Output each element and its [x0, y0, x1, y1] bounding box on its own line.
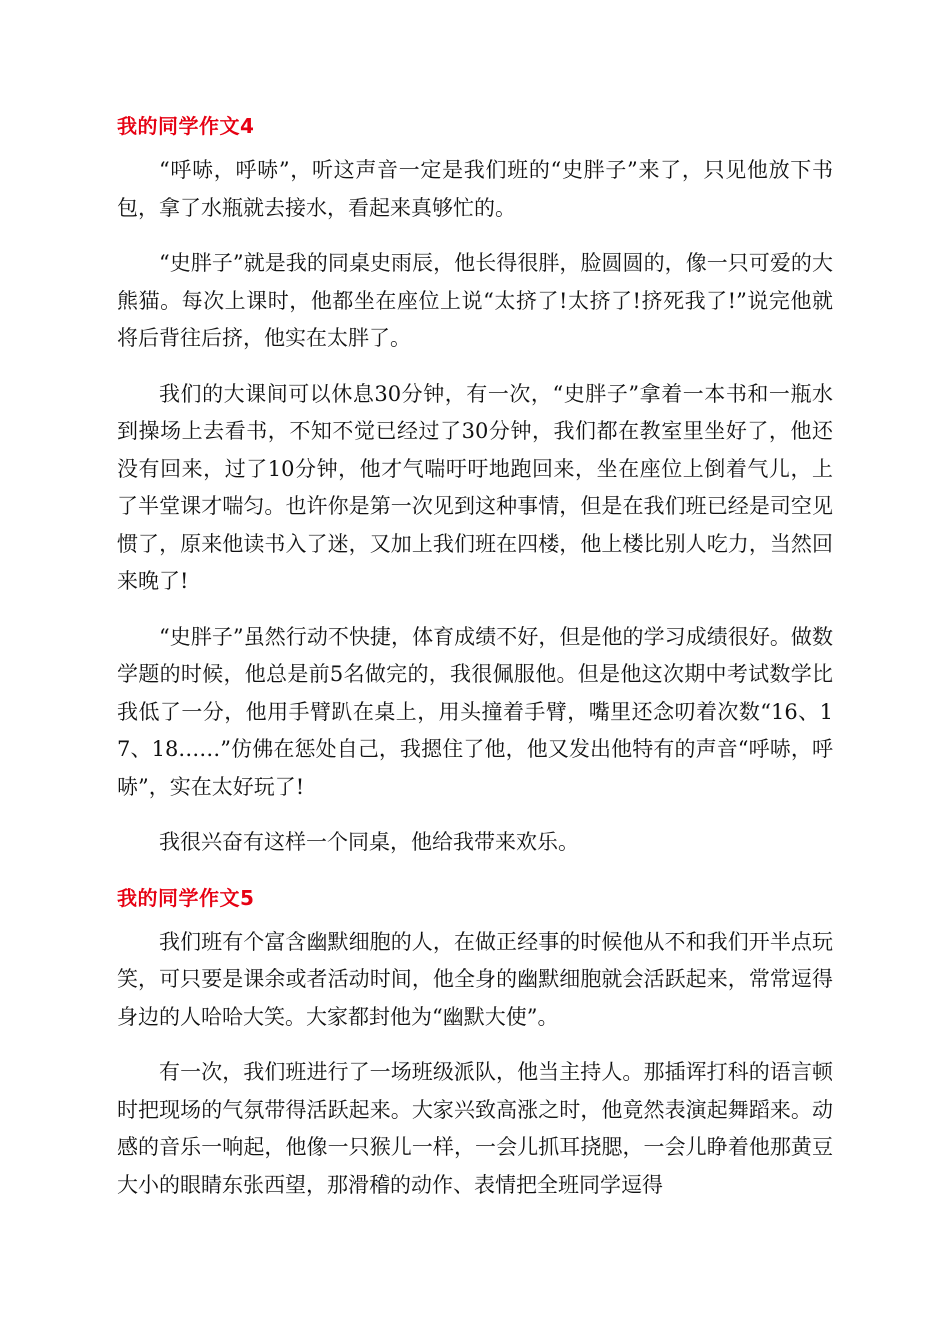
document-page: [117, 110, 833, 1222]
section-essay-4: [117, 110, 833, 862]
section-title: 我的同学作文4: [117, 114, 255, 138]
paragraph: 我们班有个富含幽默细胞的人，在做正经事的时候他从不和我们开半点玩笑，可只要是课余或者活动时间，他全身的幽默细胞就会活跃起来，常常逗得身边的人哈哈大笑。大家都封他为“幽默大使”。: [117, 929, 833, 1029]
paragraph: 我们的大课间可以休息30分钟，有一次，“史胖子”拿着一本书和一瓶水到操场上去看书，不知不觉已经过了30分钟，我们都在教室里坐好了，他还没有回来，过了10分钟，他才气喘吁吁地跑回来，坐在座位上倒着气儿，上了半堂课才喘匀。也许你是第一次见到这种事情，但是在我们班已经是司空见惯了，原来他读书入了迷，又加上我们班在四楼，他上楼比别人吃力，当然回来晚了!: [117, 381, 833, 593]
paragraph: “呼哧，呼哧”，听这声音一定是我们班的“史胖子”来了，只见他放下书包，拿了水瓶就去接水，看起来真够忙的。: [117, 158, 833, 220]
section-essay-5: [117, 882, 833, 1205]
paragraph: 我很兴奋有这样一个同桌，他给我带来欢乐。: [159, 830, 579, 854]
paragraph: “史胖子”就是我的同桌史雨辰，他长得很胖，脸圆圆的，像一只可爱的大熊猫。每次上课时，他都坐在座位上说“太挤了!太挤了!挤死我了!”说完他就将后背往后挤，他实在太胖了。: [117, 251, 833, 350]
section-title: 我的同学作文5: [117, 885, 255, 910]
paragraph: 有一次，我们班进行了一场班级派队，他当主持人。那插诨打科的语言顿时把现场的气氛带得活跃起来。大家兴致高涨之时，他竟然表演起舞蹈来。动感的音乐一响起，他像一只猴儿一样，一会儿抓耳挠腮，一会儿睁着他那黄豆大小的眼睛东张西望，那滑稽的动作、表情把全班同学逗得: [117, 1060, 833, 1197]
paragraph: “史胖子”虽然行动不快捷，体育成绩不好，但是他的学习成绩很好。做数学题的时候，他总是前5名做完的，我很佩服他。但是他这次期中考试数学比我低了一分，他用手臂趴在桌上，用头撞着手臂，嘴里还念叨着次数“16、17、18……”仿佛在惩处自己，我摁住了他，他又发出他特有的声音“呼哧，呼哧”，实在太好玩了!: [117, 624, 833, 799]
